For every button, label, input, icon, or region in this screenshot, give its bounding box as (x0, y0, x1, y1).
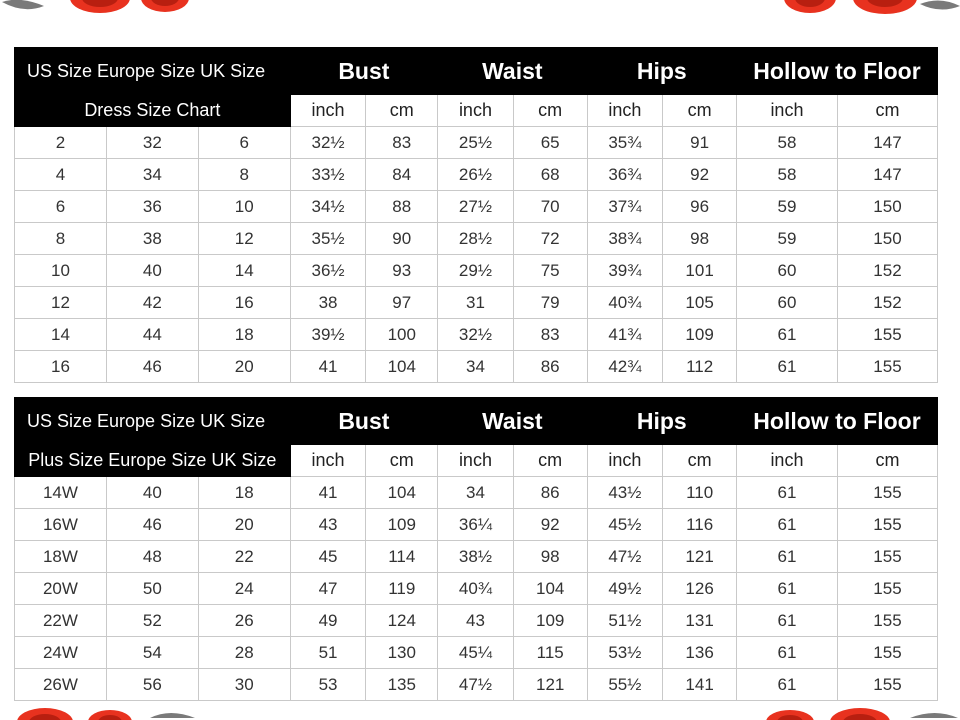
table-cell: 65 (513, 127, 587, 159)
table-cell: 32½ (290, 127, 366, 159)
unit-label: inch (736, 95, 837, 127)
unit-label: inch (290, 445, 366, 477)
table-cell: 18W (15, 541, 107, 573)
table-cell: 26W (15, 669, 107, 701)
table-cell: 43 (438, 605, 514, 637)
unit-label: inch (290, 95, 366, 127)
rose-decoration-top-left (0, 0, 200, 16)
table-cell: 47½ (438, 669, 514, 701)
table-cell: 130 (366, 637, 438, 669)
table-cell: 105 (663, 287, 737, 319)
unit-label: inch (736, 445, 837, 477)
table-cell: 52 (106, 605, 198, 637)
table-cell: 86 (513, 477, 587, 509)
table-cell: 110 (663, 477, 737, 509)
table-cell: 16W (15, 509, 107, 541)
table-cell: 36½ (290, 255, 366, 287)
hips-header: Hips (587, 398, 736, 445)
rose-decoration-top-right (770, 0, 960, 16)
table-row (15, 573, 938, 605)
table-cell: 36 (106, 191, 198, 223)
table-cell: 86 (513, 351, 587, 383)
table-cell: 16 (15, 351, 107, 383)
table-cell: 61 (736, 669, 837, 701)
table-cell: 38½ (438, 541, 514, 573)
table-cell: 42¾ (587, 351, 663, 383)
table-cell: 28 (198, 637, 290, 669)
plus-size-chart-table (14, 397, 938, 701)
table-cell: 30 (198, 669, 290, 701)
units-row (15, 95, 938, 127)
table-cell: 8 (15, 223, 107, 255)
hollow-to-floor-header: Hollow to Floor (736, 398, 937, 445)
table-row (15, 319, 938, 351)
table-row (15, 509, 938, 541)
table-cell: 45¼ (438, 637, 514, 669)
table-cell: 126 (663, 573, 737, 605)
table-cell: 49½ (587, 573, 663, 605)
table-cell: 45 (290, 541, 366, 573)
table-cell: 147 (837, 127, 937, 159)
table-cell: 58 (736, 127, 837, 159)
hollow-to-floor-header: Hollow to Floor (736, 48, 937, 95)
table-cell: 155 (837, 573, 937, 605)
unit-label: cm (366, 445, 438, 477)
table-cell: 91 (663, 127, 737, 159)
table-cell: 38 (106, 223, 198, 255)
table-cell: 6 (15, 191, 107, 223)
table-cell: 50 (106, 573, 198, 605)
unit-label: cm (663, 95, 737, 127)
table-cell: 61 (736, 319, 837, 351)
table-cell: 10 (15, 255, 107, 287)
table-row (15, 637, 938, 669)
table-cell: 32 (106, 127, 198, 159)
unit-label: cm (837, 445, 937, 477)
size-system-label: US Size Europe Size UK Size (15, 398, 291, 445)
table-cell: 119 (366, 573, 438, 605)
table-cell: 25½ (438, 127, 514, 159)
table-cell: 121 (663, 541, 737, 573)
table-cell: 29½ (438, 255, 514, 287)
table-cell: 14W (15, 477, 107, 509)
table-cell: 46 (106, 509, 198, 541)
table-cell: 38 (290, 287, 366, 319)
table-cell: 48 (106, 541, 198, 573)
table-cell: 75 (513, 255, 587, 287)
table-cell: 8 (198, 159, 290, 191)
table-cell: 98 (663, 223, 737, 255)
table-cell: 31 (438, 287, 514, 319)
table-cell: 83 (366, 127, 438, 159)
table-cell: 49 (290, 605, 366, 637)
table-cell: 47½ (587, 541, 663, 573)
units-row (15, 445, 938, 477)
table-row (15, 127, 938, 159)
table-cell: 97 (366, 287, 438, 319)
table-cell: 35¾ (587, 127, 663, 159)
unit-label: cm (513, 95, 587, 127)
table-cell: 83 (513, 319, 587, 351)
table-row (15, 223, 938, 255)
table-cell: 135 (366, 669, 438, 701)
plus-size-label: Plus Size Europe Size UK Size (15, 445, 291, 477)
table-cell: 121 (513, 669, 587, 701)
table-cell: 79 (513, 287, 587, 319)
table-cell: 12 (15, 287, 107, 319)
table-cell: 37¾ (587, 191, 663, 223)
table-cell: 152 (837, 255, 937, 287)
table-cell: 152 (837, 287, 937, 319)
unit-label: inch (438, 95, 514, 127)
table-row (15, 255, 938, 287)
table-cell: 33½ (290, 159, 366, 191)
table-cell: 4 (15, 159, 107, 191)
table-cell: 20 (198, 351, 290, 383)
table-cell: 155 (837, 351, 937, 383)
rose-decoration-bottom-right (750, 704, 960, 720)
rose-decoration-bottom-left (0, 704, 200, 720)
size-system-label: US Size Europe Size UK Size (15, 48, 291, 95)
table-cell: 35½ (290, 223, 366, 255)
table-cell: 56 (106, 669, 198, 701)
unit-label: inch (587, 95, 663, 127)
table-cell: 90 (366, 223, 438, 255)
table-cell: 24 (198, 573, 290, 605)
table-cell: 114 (366, 541, 438, 573)
table-cell: 155 (837, 477, 937, 509)
table-cell: 104 (366, 351, 438, 383)
table-cell: 124 (366, 605, 438, 637)
table-cell: 14 (15, 319, 107, 351)
table-cell: 96 (663, 191, 737, 223)
table-cell: 60 (736, 287, 837, 319)
waist-header: Waist (438, 398, 587, 445)
table-cell: 88 (366, 191, 438, 223)
table-cell: 58 (736, 159, 837, 191)
table-cell: 61 (736, 605, 837, 637)
table-cell: 109 (663, 319, 737, 351)
table-row (15, 351, 938, 383)
table-cell: 45½ (587, 509, 663, 541)
table-cell: 51½ (587, 605, 663, 637)
table-cell: 26 (198, 605, 290, 637)
table-cell: 28½ (438, 223, 514, 255)
table-cell: 32½ (438, 319, 514, 351)
dress-size-chart-table (14, 47, 938, 383)
table-row (15, 159, 938, 191)
table-cell: 10 (198, 191, 290, 223)
table-cell: 39½ (290, 319, 366, 351)
bust-header: Bust (290, 398, 437, 445)
table-cell: 22 (198, 541, 290, 573)
table-cell: 104 (513, 573, 587, 605)
table-cell: 6 (198, 127, 290, 159)
table-cell: 34 (438, 351, 514, 383)
table-cell: 51 (290, 637, 366, 669)
table-cell: 155 (837, 509, 937, 541)
table-cell: 38¾ (587, 223, 663, 255)
table-cell: 98 (513, 541, 587, 573)
table-cell: 155 (837, 319, 937, 351)
table-cell: 24W (15, 637, 107, 669)
unit-label: cm (366, 95, 438, 127)
table-cell: 100 (366, 319, 438, 351)
table-row (15, 191, 938, 223)
table-cell: 53 (290, 669, 366, 701)
table-cell: 18 (198, 477, 290, 509)
table-cell: 101 (663, 255, 737, 287)
table-cell: 68 (513, 159, 587, 191)
table-cell: 70 (513, 191, 587, 223)
table-cell: 150 (837, 223, 937, 255)
table-row (15, 669, 938, 701)
table-cell: 155 (837, 605, 937, 637)
unit-label: cm (663, 445, 737, 477)
table-cell: 141 (663, 669, 737, 701)
table-cell: 136 (663, 637, 737, 669)
table-cell: 61 (736, 541, 837, 573)
table-row (15, 541, 938, 573)
table-cell: 36¾ (587, 159, 663, 191)
table-cell: 34 (438, 477, 514, 509)
table-cell: 43 (290, 509, 366, 541)
waist-header: Waist (438, 48, 587, 95)
table-cell: 54 (106, 637, 198, 669)
table-cell: 72 (513, 223, 587, 255)
table-cell: 59 (736, 223, 837, 255)
table-cell: 84 (366, 159, 438, 191)
table-cell: 14 (198, 255, 290, 287)
table-cell: 40¾ (587, 287, 663, 319)
table-cell: 44 (106, 319, 198, 351)
bust-header: Bust (290, 48, 437, 95)
table-cell: 40¾ (438, 573, 514, 605)
table-cell: 61 (736, 573, 837, 605)
table-cell: 155 (837, 637, 937, 669)
table-cell: 53½ (587, 637, 663, 669)
dress-size-rows (15, 127, 938, 383)
table-cell: 34 (106, 159, 198, 191)
table-cell: 39¾ (587, 255, 663, 287)
table-cell: 61 (736, 637, 837, 669)
table-header-row (15, 398, 938, 445)
table-cell: 59 (736, 191, 837, 223)
table-row (15, 605, 938, 637)
table-cell: 42 (106, 287, 198, 319)
table-cell: 20 (198, 509, 290, 541)
table-cell: 92 (513, 509, 587, 541)
table-cell: 155 (837, 541, 937, 573)
table-cell: 34½ (290, 191, 366, 223)
table-cell: 46 (106, 351, 198, 383)
table-cell: 36¼ (438, 509, 514, 541)
table-cell: 16 (198, 287, 290, 319)
table-cell: 131 (663, 605, 737, 637)
table-cell: 43½ (587, 477, 663, 509)
dress-size-chart-label: Dress Size Chart (15, 95, 291, 127)
table-cell: 61 (736, 477, 837, 509)
table-cell: 115 (513, 637, 587, 669)
table-header-row (15, 48, 938, 95)
hips-header: Hips (587, 48, 736, 95)
table-cell: 55½ (587, 669, 663, 701)
table-cell: 109 (513, 605, 587, 637)
table-cell: 41¾ (587, 319, 663, 351)
table-cell: 116 (663, 509, 737, 541)
table-cell: 60 (736, 255, 837, 287)
unit-label: inch (438, 445, 514, 477)
table-cell: 40 (106, 477, 198, 509)
table-cell: 20W (15, 573, 107, 605)
plus-size-rows (15, 477, 938, 701)
table-cell: 147 (837, 159, 937, 191)
table-cell: 155 (837, 669, 937, 701)
table-cell: 40 (106, 255, 198, 287)
table-cell: 2 (15, 127, 107, 159)
table-cell: 61 (736, 509, 837, 541)
table-row (15, 287, 938, 319)
table-cell: 18 (198, 319, 290, 351)
table-cell: 109 (366, 509, 438, 541)
table-cell: 12 (198, 223, 290, 255)
table-cell: 27½ (438, 191, 514, 223)
table-row (15, 477, 938, 509)
table-cell: 41 (290, 351, 366, 383)
unit-label: cm (513, 445, 587, 477)
table-cell: 150 (837, 191, 937, 223)
table-cell: 104 (366, 477, 438, 509)
table-cell: 22W (15, 605, 107, 637)
table-cell: 93 (366, 255, 438, 287)
table-cell: 92 (663, 159, 737, 191)
unit-label: cm (837, 95, 937, 127)
table-cell: 41 (290, 477, 366, 509)
unit-label: inch (587, 445, 663, 477)
table-cell: 26½ (438, 159, 514, 191)
table-cell: 61 (736, 351, 837, 383)
table-cell: 47 (290, 573, 366, 605)
table-cell: 112 (663, 351, 737, 383)
